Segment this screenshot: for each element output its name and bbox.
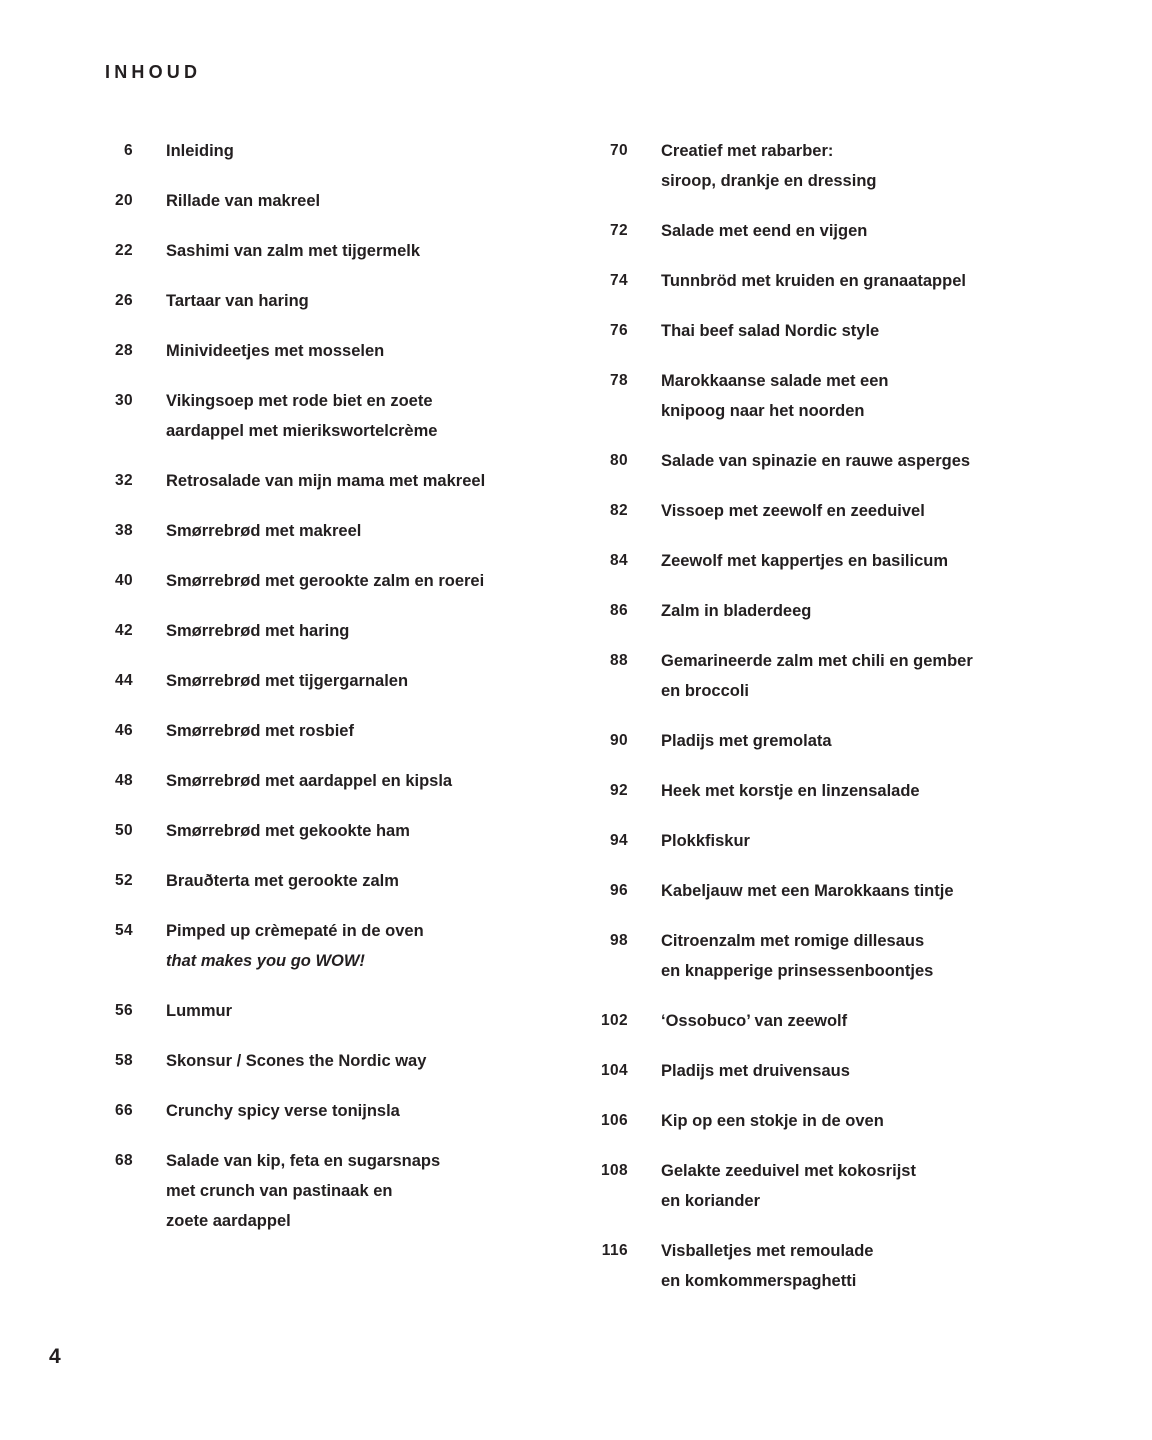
toc-entry-title-line: Zalm in bladerdeeg bbox=[661, 602, 812, 620]
toc-entry-title bbox=[628, 1236, 1075, 1296]
toc-entry[interactable] bbox=[555, 496, 1075, 526]
toc-entry-title bbox=[133, 566, 560, 596]
toc-entry-page-number: 54 bbox=[114, 922, 133, 939]
toc-entry-title bbox=[628, 926, 1075, 986]
toc-entry-title bbox=[628, 136, 1075, 196]
toc-entry[interactable] bbox=[555, 826, 1075, 856]
toc-entry-title bbox=[133, 286, 560, 316]
toc-entry-page-number: 56 bbox=[114, 1002, 133, 1019]
toc-entry[interactable] bbox=[60, 816, 560, 846]
toc-entry-page-number: 98 bbox=[609, 932, 628, 949]
toc-entry[interactable] bbox=[60, 236, 560, 266]
toc-entry-title bbox=[628, 366, 1075, 426]
toc-entry[interactable] bbox=[555, 266, 1075, 296]
toc-entry[interactable] bbox=[555, 546, 1075, 576]
toc-entry-title bbox=[133, 716, 560, 746]
toc-entry-page-number: 38 bbox=[114, 522, 133, 539]
toc-entry-page-number: 20 bbox=[114, 192, 133, 209]
toc-entry-page-number: 46 bbox=[114, 722, 133, 739]
toc-entry-page-number: 84 bbox=[609, 552, 628, 569]
toc-entry-title bbox=[628, 446, 1075, 476]
toc-entry-title bbox=[133, 336, 560, 366]
toc-entry-title bbox=[628, 316, 1075, 346]
toc-entry-title bbox=[133, 1096, 560, 1126]
toc-entry-page-number: 66 bbox=[114, 1102, 133, 1119]
toc-entry-title-line: Thai beef salad Nordic style bbox=[661, 322, 880, 340]
toc-entry-title-line: Pladijs met druivensaus bbox=[661, 1062, 850, 1080]
toc-entry-title-line: en knapperige prinsessenboontjes bbox=[661, 962, 934, 980]
toc-entry[interactable] bbox=[60, 766, 560, 796]
toc-entry[interactable] bbox=[555, 1006, 1075, 1036]
toc-entry-title-line: Inleiding bbox=[166, 142, 234, 160]
toc-entry[interactable] bbox=[555, 1236, 1075, 1296]
toc-entry-title bbox=[628, 876, 1075, 906]
toc-entry-page-number: 68 bbox=[114, 1152, 133, 1169]
toc-entry-title-line: Visballetjes met remoulade bbox=[661, 1242, 874, 1260]
toc-entry-title-line: en broccoli bbox=[661, 682, 750, 700]
toc-entry-page-number: 78 bbox=[609, 372, 628, 389]
toc-entry[interactable] bbox=[60, 666, 560, 696]
toc-entry-page-number: 22 bbox=[114, 242, 133, 259]
toc-entry-title-line: Pimped up crèmepaté in de oven bbox=[166, 922, 424, 940]
toc-entry[interactable] bbox=[60, 516, 560, 546]
toc-entry[interactable] bbox=[555, 876, 1075, 906]
toc-column-left bbox=[60, 136, 560, 1256]
toc-entry[interactable] bbox=[60, 336, 560, 366]
toc-entry-title bbox=[628, 496, 1075, 526]
toc-entry-title-line: Minivideetjes met mosselen bbox=[166, 342, 385, 360]
toc-entry-page-number: 44 bbox=[114, 672, 133, 689]
toc-entry-page-number: 82 bbox=[609, 502, 628, 519]
toc-entry[interactable] bbox=[60, 136, 560, 166]
toc-entry-page-number: 90 bbox=[609, 732, 628, 749]
toc-entry-title-line: Zeewolf met kappertjes en basilicum bbox=[661, 552, 949, 570]
toc-entry-title-line: Marokkaanse salade met een bbox=[661, 372, 889, 390]
toc-entry[interactable] bbox=[555, 646, 1075, 706]
toc-entry[interactable] bbox=[60, 286, 560, 316]
toc-entry-title-line: Kip op een stokje in de oven bbox=[661, 1112, 884, 1130]
toc-entry-title bbox=[133, 816, 560, 846]
toc-entry-title-line: Sashimi van zalm met tijgermelk bbox=[166, 242, 421, 260]
toc-entry-page-number: 92 bbox=[609, 782, 628, 799]
toc-entry-page-number: 102 bbox=[600, 1012, 628, 1029]
toc-entry-title bbox=[133, 386, 560, 446]
toc-entry-title-line: aardappel met mierikswortelcrème bbox=[166, 422, 438, 440]
toc-column-right bbox=[555, 136, 1075, 1316]
toc-entry-title-line: Vissoep met zeewolf en zeeduivel bbox=[661, 502, 925, 520]
toc-entry-title-line: Gelakte zeeduivel met kokosrijst bbox=[661, 1162, 916, 1180]
toc-entry-title-line: Smørrebrød met gekookte ham bbox=[166, 822, 410, 840]
toc-entry-title-line: en koriander bbox=[661, 1192, 761, 1210]
toc-entry-page-number: 42 bbox=[114, 622, 133, 639]
toc-entry-title-line: Brauðterta met gerookte zalm bbox=[166, 872, 399, 890]
toc-entry-title-line: zoete aardappel bbox=[166, 1212, 291, 1230]
toc-entry-page-number: 88 bbox=[609, 652, 628, 669]
toc-entry-title bbox=[133, 666, 560, 696]
toc-entry-title-line: Gemarineerde zalm met chili en gember bbox=[661, 652, 973, 670]
toc-entry-title-line: ‘Ossobuco’ van zeewolf bbox=[661, 1012, 848, 1030]
toc-entry[interactable] bbox=[60, 1096, 560, 1126]
toc-entry-title bbox=[628, 216, 1075, 246]
toc-entry-title bbox=[628, 726, 1075, 756]
toc-entry[interactable] bbox=[60, 186, 560, 216]
toc-entry-title-line: Rillade van makreel bbox=[166, 192, 321, 210]
toc-entry-title-line: Skonsur / Scones the Nordic way bbox=[166, 1052, 427, 1070]
toc-entry-page-number: 58 bbox=[114, 1052, 133, 1069]
toc-entry-title-line: Lummur bbox=[166, 1002, 232, 1020]
toc-entry-title-line: Salade van spinazie en rauwe asperges bbox=[661, 452, 971, 470]
toc-entry[interactable] bbox=[555, 596, 1075, 626]
toc-entry-title bbox=[133, 1146, 560, 1236]
toc-entry[interactable] bbox=[555, 926, 1075, 986]
toc-entry-title-line: siroop, drankje en dressing bbox=[661, 172, 877, 190]
toc-entry[interactable] bbox=[60, 916, 560, 976]
toc-entry-title-line: Smørrebrød met haring bbox=[166, 622, 350, 640]
toc-entry-title-line: Smørrebrød met gerookte zalm en roerei bbox=[166, 572, 485, 590]
toc-entry-page-number: 52 bbox=[114, 872, 133, 889]
toc-entry[interactable] bbox=[555, 366, 1075, 426]
toc-entry[interactable] bbox=[60, 466, 560, 496]
toc-entry-title bbox=[628, 596, 1075, 626]
toc-entry-page-number: 32 bbox=[114, 472, 133, 489]
toc-entry[interactable] bbox=[60, 716, 560, 746]
toc-entry-title-line: Kabeljauw met een Marokkaans tintje bbox=[661, 882, 954, 900]
toc-entry-title-line: Heek met korstje en linzensalade bbox=[661, 782, 920, 800]
toc-entry[interactable] bbox=[60, 1146, 560, 1236]
toc-entry-page-number: 72 bbox=[609, 222, 628, 239]
toc-entry-page-number: 26 bbox=[114, 292, 133, 309]
toc-entry-title bbox=[628, 1156, 1075, 1216]
toc-entry-title bbox=[133, 916, 560, 976]
toc-entry-page-number: 74 bbox=[609, 272, 628, 289]
toc-entry-page-number: 108 bbox=[600, 1162, 628, 1179]
toc-entry[interactable] bbox=[555, 776, 1075, 806]
toc-entry-title-line: Tartaar van haring bbox=[166, 292, 309, 310]
toc-entry-page-number: 86 bbox=[609, 602, 628, 619]
toc-entry-title-line: Plokkfiskur bbox=[661, 832, 750, 850]
toc-entry-title-line: Citroenzalm met romige dillesaus bbox=[661, 932, 925, 950]
toc-entry-title bbox=[133, 466, 560, 496]
toc-entry-title bbox=[133, 766, 560, 796]
toc-entry-title bbox=[133, 616, 560, 646]
toc-entry-page-number: 70 bbox=[609, 142, 628, 159]
toc-entry-page-number: 94 bbox=[609, 832, 628, 849]
toc-entry[interactable] bbox=[555, 1056, 1075, 1086]
toc-entry-title bbox=[628, 1006, 1075, 1036]
toc-entry-title-line: met crunch van pastinaak en bbox=[166, 1182, 393, 1200]
toc-entry[interactable] bbox=[555, 316, 1075, 346]
toc-entry-title bbox=[628, 1056, 1075, 1086]
toc-entry-page-number: 80 bbox=[609, 452, 628, 469]
toc-entry-title bbox=[628, 776, 1075, 806]
toc-entry-title-line: Retrosalade van mijn mama met makreel bbox=[166, 472, 486, 490]
toc-entry-page-number: 116 bbox=[601, 1242, 628, 1259]
toc-entry-title-line: Smørrebrød met tijgergarnalen bbox=[166, 672, 409, 690]
toc-entry-title-line: Salade van kip, feta en sugarsnaps bbox=[166, 1152, 441, 1170]
toc-entry-page-number: 104 bbox=[600, 1062, 628, 1079]
toc-entry-page-number: 6 bbox=[123, 142, 133, 159]
toc-entry-page-number: 48 bbox=[114, 772, 133, 789]
toc-entry-page-number: 40 bbox=[114, 572, 133, 589]
toc-entry-page-number: 96 bbox=[609, 882, 628, 899]
toc-entry[interactable] bbox=[60, 1046, 560, 1076]
toc-entry[interactable] bbox=[60, 996, 560, 1026]
toc-entry-page-number: 28 bbox=[114, 342, 133, 359]
toc-entry[interactable] bbox=[555, 1156, 1075, 1216]
toc-entry[interactable] bbox=[555, 216, 1075, 246]
toc-entry[interactable] bbox=[555, 136, 1075, 196]
toc-entry-title-line: Tunnbröd met kruiden en granaatappel bbox=[661, 272, 966, 290]
toc-entry-page-number: 30 bbox=[114, 392, 133, 409]
toc-entry-page-number: 50 bbox=[114, 822, 133, 839]
toc-entry-title bbox=[628, 646, 1075, 706]
toc-entry[interactable] bbox=[60, 386, 560, 446]
toc-entry-title-line: Creatief met rabarber: bbox=[661, 142, 834, 160]
toc-entry-title-line: en komkommerspaghetti bbox=[661, 1272, 857, 1290]
toc-entry-title bbox=[133, 1046, 560, 1076]
toc-entry-title-line: Vikingsoep met rode biet en zoete bbox=[166, 392, 433, 410]
toc-entry-title-line: Pladijs met gremolata bbox=[661, 732, 832, 750]
toc-entry-title-line: Smørrebrød met rosbief bbox=[166, 722, 354, 740]
toc-entry-title-line: Smørrebrød met makreel bbox=[166, 522, 362, 540]
toc-entry-title bbox=[628, 266, 1075, 296]
toc-entry-title-line: knipoog naar het noorden bbox=[661, 402, 865, 420]
toc-entry-title bbox=[133, 996, 560, 1026]
toc-entry-page-number: 76 bbox=[609, 322, 628, 339]
toc-entry-title bbox=[133, 186, 560, 216]
toc-entry[interactable] bbox=[60, 866, 560, 896]
toc-entry-page-number: 106 bbox=[600, 1112, 628, 1129]
toc-entry-title bbox=[133, 236, 560, 266]
toc-entry[interactable] bbox=[60, 616, 560, 646]
toc-entry-title bbox=[628, 826, 1075, 856]
folio-page-number: 4 bbox=[49, 1345, 61, 1368]
toc-entry-title bbox=[133, 136, 560, 166]
toc-entry[interactable] bbox=[555, 446, 1075, 476]
toc-entry[interactable] bbox=[555, 1106, 1075, 1136]
page-title: INHOUD bbox=[105, 62, 202, 82]
toc-entry-title-line: that makes you go WOW! bbox=[166, 952, 365, 970]
toc-entry-title bbox=[628, 1106, 1075, 1136]
toc-entry-title-line: Smørrebrød met aardappel en kipsla bbox=[166, 772, 453, 790]
toc-entry[interactable] bbox=[555, 726, 1075, 756]
toc-entry-title-line: Salade met eend en vijgen bbox=[661, 222, 868, 240]
toc-entry-title-line: Crunchy spicy verse tonijnsla bbox=[166, 1102, 400, 1120]
toc-entry-title bbox=[628, 546, 1075, 576]
toc-entry-title bbox=[133, 866, 560, 896]
toc-entry-title bbox=[133, 516, 560, 546]
toc-entry[interactable] bbox=[60, 566, 560, 596]
